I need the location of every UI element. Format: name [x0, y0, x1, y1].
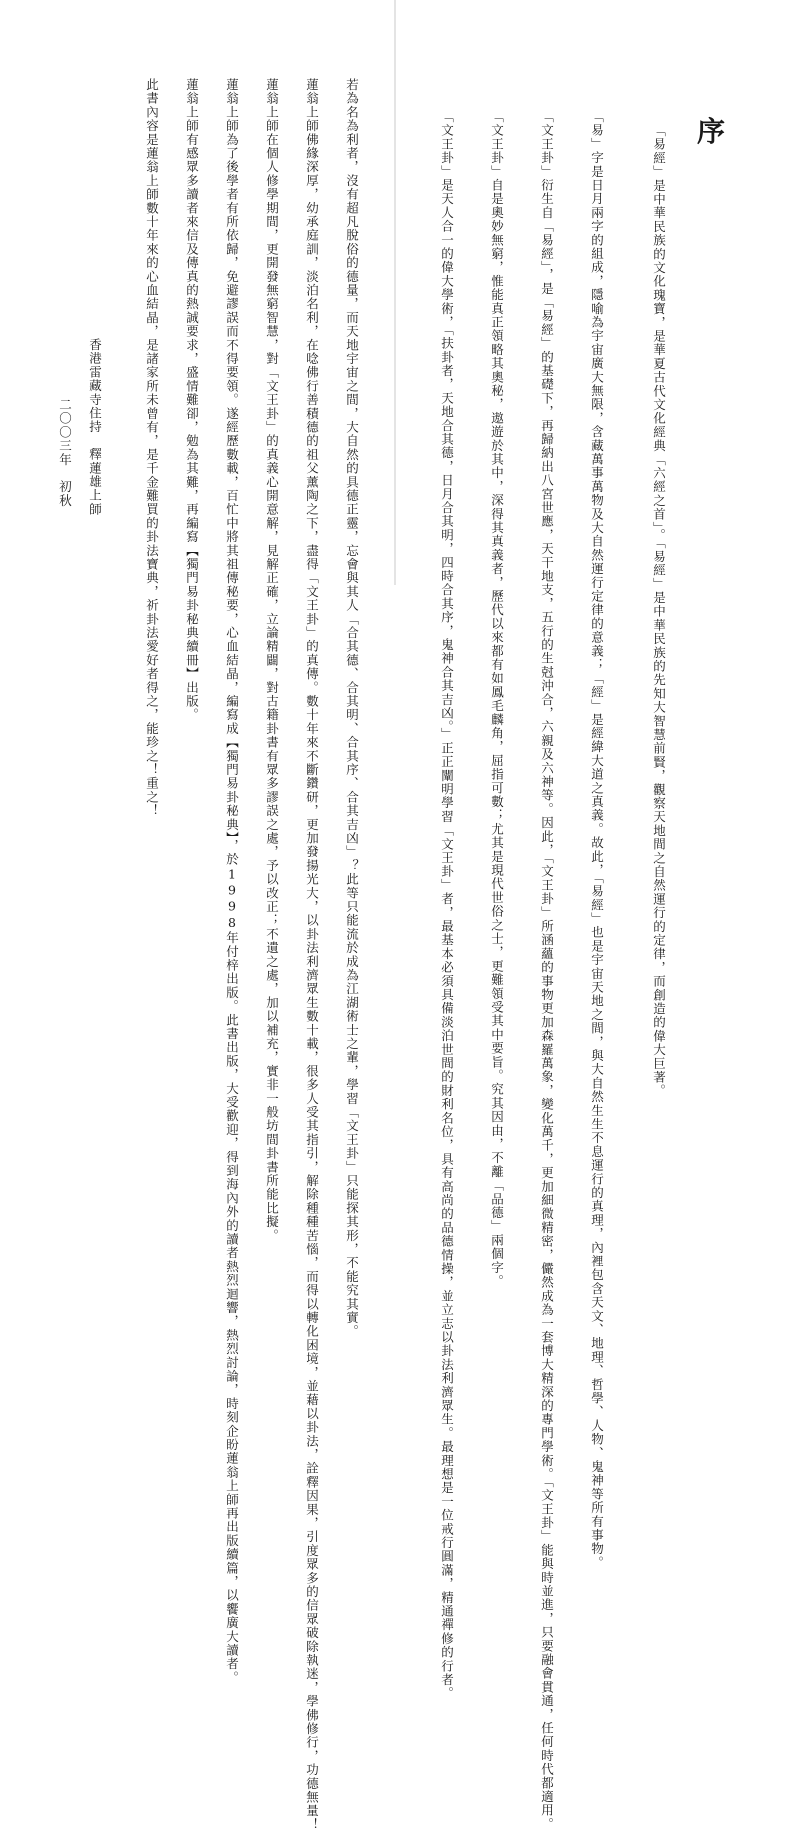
preface-paragraph: 「文王卦」衍生自「易經」，是「易經」的基礎下，再歸納出八宮世應，天干地支，五行的生尅沖合，六親及六神等。因此，「文王卦」所涵蘊的事物更加森羅萬象，變化萬千，更加細微精密，儼然成為一套博大精深的專門學術。「文王卦」能與時並進，只要融會貫通，任何時代都適用。	[539, 110, 555, 1832]
preface-paragraph: 蓮翁上師有感眾多讀者來信及傳真的熱誠要求，盛情難卻，勉為其難，再編寫【獨門易卦秘典續冊】出版。	[184, 78, 200, 722]
preface-signature: 香港雷藏寺住持 釋蓮雄上師	[87, 338, 103, 517]
preface-paragraph: 「文王卦」自是奧妙無窮，惟能真正領略其奧秘，遨遊於其中，深得其真義者，歷代以來都有如鳳毛麟角，屈指可數；尤其是現代世俗之士，更難領受其中要旨。究其因由，不離「品德」兩個字。	[489, 110, 505, 1289]
page-gutter	[394, 0, 396, 585]
preface-paragraph: 若為名為利者，沒有超凡脫俗的德量，而天地宇宙之間，大自然的具德正靈，忘會與其人「合其德、合其明、合其序、合其吉凶」？此等只能流於成為江湖術士之輩，學習「文王卦」只能探其形，不能究其實。	[344, 78, 360, 1339]
preface-title: 序	[697, 115, 726, 148]
preface-paragraph: 「易」字是日月兩字的組成，隱喻為宇宙廣大無限，含藏萬事萬物及大自然運行定律的意義；「經」是經緯大道之真義。故此，「易經」也是宇宙天地之間，與大自然生生不息運行的真理，內裡包含天文、地理、哲學、人物、鬼神等所有事物。	[589, 110, 605, 1570]
preface-paragraph: 蓮翁上師為了後學者有所依歸，免避謬誤而不得要領。遂經歷數載，百忙中將其祖傳秘要，心血結晶，編寫成【獨門易卦秘典】，於1998年付梓出版。此書出版，大受歡迎，得到海內外的讀者熱烈迴響，熱烈討論，時刻企盼蓮翁上師再出版續篇，以饗廣大讀者。	[224, 78, 240, 1685]
preface-paragraph: 此書內容是蓮翁上師數十年來的心血結晶，是諸家所未曾有，是千金難買的卦法寶典，祈卦法愛好者得之，能珍之！重之！	[144, 78, 160, 818]
preface-paragraph: 蓮翁上師佛緣深厚，幼承庭訓，淡泊名利，在唸佛行善積德的祖父薰陶之下，盡得「文王卦」的真傳。數十年來不斷鑽研，更加發揚光大，以卦法利濟眾生數十載，很多人受其指引，解除種種苦惱，而得以轉化困境，並藉以卦法，詮釋因果，引度眾多的信眾破除執迷，學佛修行，功德無量！	[304, 78, 320, 1832]
preface-paragraph: 「易經」是中華民族的文化瑰寶，是華夏古代文化經典「六經之首」。「易經」是中華民族的先知大智慧前賢，觀察天地間之自然運行的定律，而創造的偉大巨著。	[651, 124, 667, 1098]
preface-paragraph: 蓮翁上師在個人修學期間，更開發無窮智慧，對「文王卦」的真義心開意解，見解正確，立論精闢，對古籍卦書有眾多謬誤之處，予以改正；不遺之處，加以補充，實非一般坊間卦書所能比擬。	[264, 78, 280, 1243]
preface-date: 二〇〇三年 初秋	[57, 398, 73, 508]
preface-paragraph: 「文王卦」是天人合一的偉大學術，「扶卦者，天地合其德，日月合其明，四時合其序，鬼神合其吉凶。」正正闡明學習「文王卦」者，最基本必須具備淡泊世間的財利名位，具有高尚的品德情操，並立志以卦法利濟眾生。最理想是一位戒行圓滿，精通禪修的行者。	[439, 110, 455, 1701]
